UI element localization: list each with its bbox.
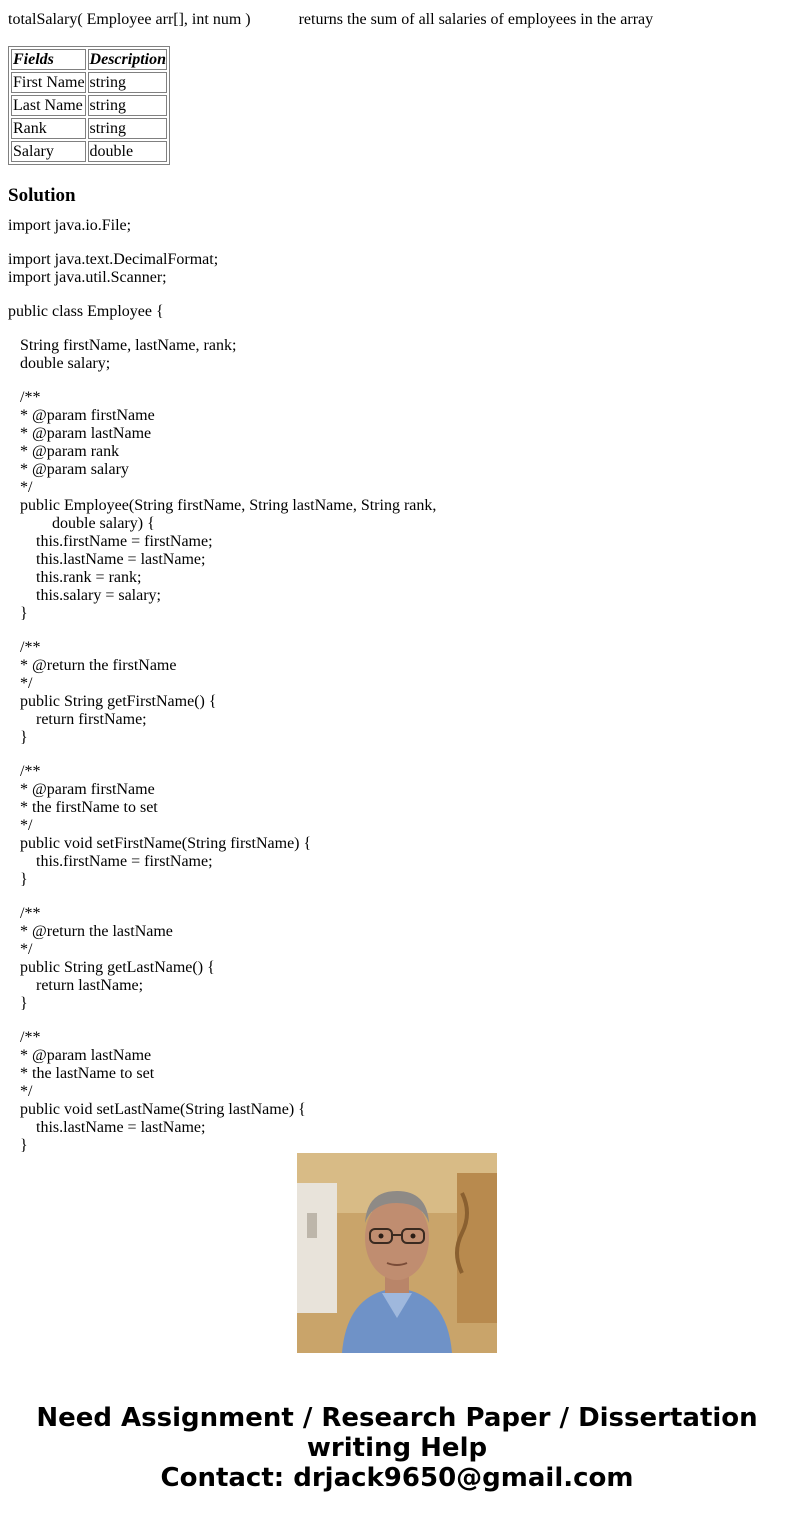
table-header-row: [11, 49, 167, 70]
code-block: [8, 217, 788, 235]
code-line: * @param lastName: [8, 1047, 152, 1064]
code-block: [8, 1029, 788, 1155]
code-line: */: [8, 479, 33, 496]
code-line: return lastName;: [8, 977, 144, 994]
promo-line: Need Assignment / Research Paper / Dissertation: [36, 1403, 758, 1433]
code-line: public Employee(String firstName, String lastName, String rank,: [8, 497, 437, 514]
code-line: * @param lastName: [8, 425, 152, 442]
code-line: return firstName;: [8, 711, 147, 728]
code-line: /**: [8, 389, 41, 406]
method-signature: totalSalary( Employee arr[], int num ): [8, 11, 251, 28]
fields-table: [8, 46, 170, 165]
code-line: }: [8, 1137, 28, 1154]
code-block: [8, 763, 788, 889]
author-photo: [297, 1153, 497, 1353]
table-row: [11, 141, 167, 162]
code-line: this.salary = salary;: [8, 587, 161, 604]
code-line: * the firstName to set: [8, 799, 158, 816]
code-line: /**: [8, 639, 41, 656]
code-line: import java.text.DecimalFormat;: [8, 251, 219, 268]
table-cell: string: [88, 118, 167, 139]
code-line: }: [8, 729, 28, 746]
code-line: }: [8, 605, 28, 622]
code-line: import java.io.File;: [8, 217, 132, 234]
code-line: */: [8, 941, 33, 958]
code-block: [8, 389, 788, 623]
code-line: }: [8, 871, 28, 888]
table-header-cell: Description: [89, 51, 166, 68]
code-line: * @return the firstName: [8, 657, 177, 674]
table-row: [11, 72, 167, 93]
code-line: */: [8, 1083, 33, 1100]
code-line: public void setLastName(String lastName) {: [8, 1101, 306, 1118]
code-line: }: [8, 995, 28, 1012]
author-photo-image: [297, 1153, 497, 1353]
document-content: [8, 0, 788, 1154]
code-line: double salary) {: [8, 515, 155, 532]
code-line: String firstName, lastName, rank;: [8, 337, 237, 354]
code-line: * @param firstName: [8, 407, 155, 424]
code-line: this.rank = rank;: [8, 569, 142, 586]
code-line: * @param rank: [8, 443, 120, 460]
code-block: [8, 639, 788, 747]
code-line: double salary;: [8, 355, 111, 372]
code-line: /**: [8, 905, 41, 922]
table-cell: Last Name: [11, 95, 86, 116]
table-cell: Rank: [11, 118, 86, 139]
code-line: * the lastName to set: [8, 1065, 155, 1082]
table-row: [11, 118, 167, 139]
method-description: returns the sum of all salaries of employees in the array: [298, 11, 654, 28]
code-line: this.firstName = firstName;: [8, 853, 213, 870]
code-line: public class Employee {: [8, 303, 164, 320]
code-line: /**: [8, 763, 41, 780]
table-cell: First Name: [13, 74, 85, 91]
code-line: * @return the lastName: [8, 923, 173, 940]
code-block: [8, 251, 788, 287]
code-line: public void setFirstName(String firstName) {: [8, 835, 312, 852]
table-cell: Salary: [11, 141, 86, 162]
solution-heading: Solution: [8, 185, 76, 206]
code-listing: [8, 217, 788, 1154]
method-description-line: [8, 10, 788, 30]
code-line: import java.util.Scanner;: [8, 269, 167, 286]
code-block: [8, 337, 788, 373]
code-line: public String getLastName() {: [8, 959, 215, 976]
code-line: this.lastName = lastName;: [8, 551, 206, 568]
code-line: this.firstName = firstName;: [8, 533, 213, 550]
code-line: * @param firstName: [8, 781, 155, 798]
table-cell: double: [88, 141, 167, 162]
promo-banner: [0, 1403, 794, 1493]
table-cell: string: [88, 95, 167, 116]
promo-contact: Contact: drjack9650@gmail.com: [160, 1463, 634, 1493]
code-line: * @param salary: [8, 461, 129, 478]
code-block: [8, 905, 788, 1013]
code-block: [8, 303, 788, 321]
code-line: */: [8, 817, 33, 834]
table-cell: string: [88, 72, 167, 93]
code-line: public String getFirstName() {: [8, 693, 217, 710]
code-line: */: [8, 675, 33, 692]
table-header-cell: Fields: [11, 49, 86, 70]
code-line: /**: [8, 1029, 41, 1046]
promo-line: writing Help: [306, 1433, 488, 1463]
table-row: [11, 95, 167, 116]
code-line: this.lastName = lastName;: [8, 1119, 206, 1136]
